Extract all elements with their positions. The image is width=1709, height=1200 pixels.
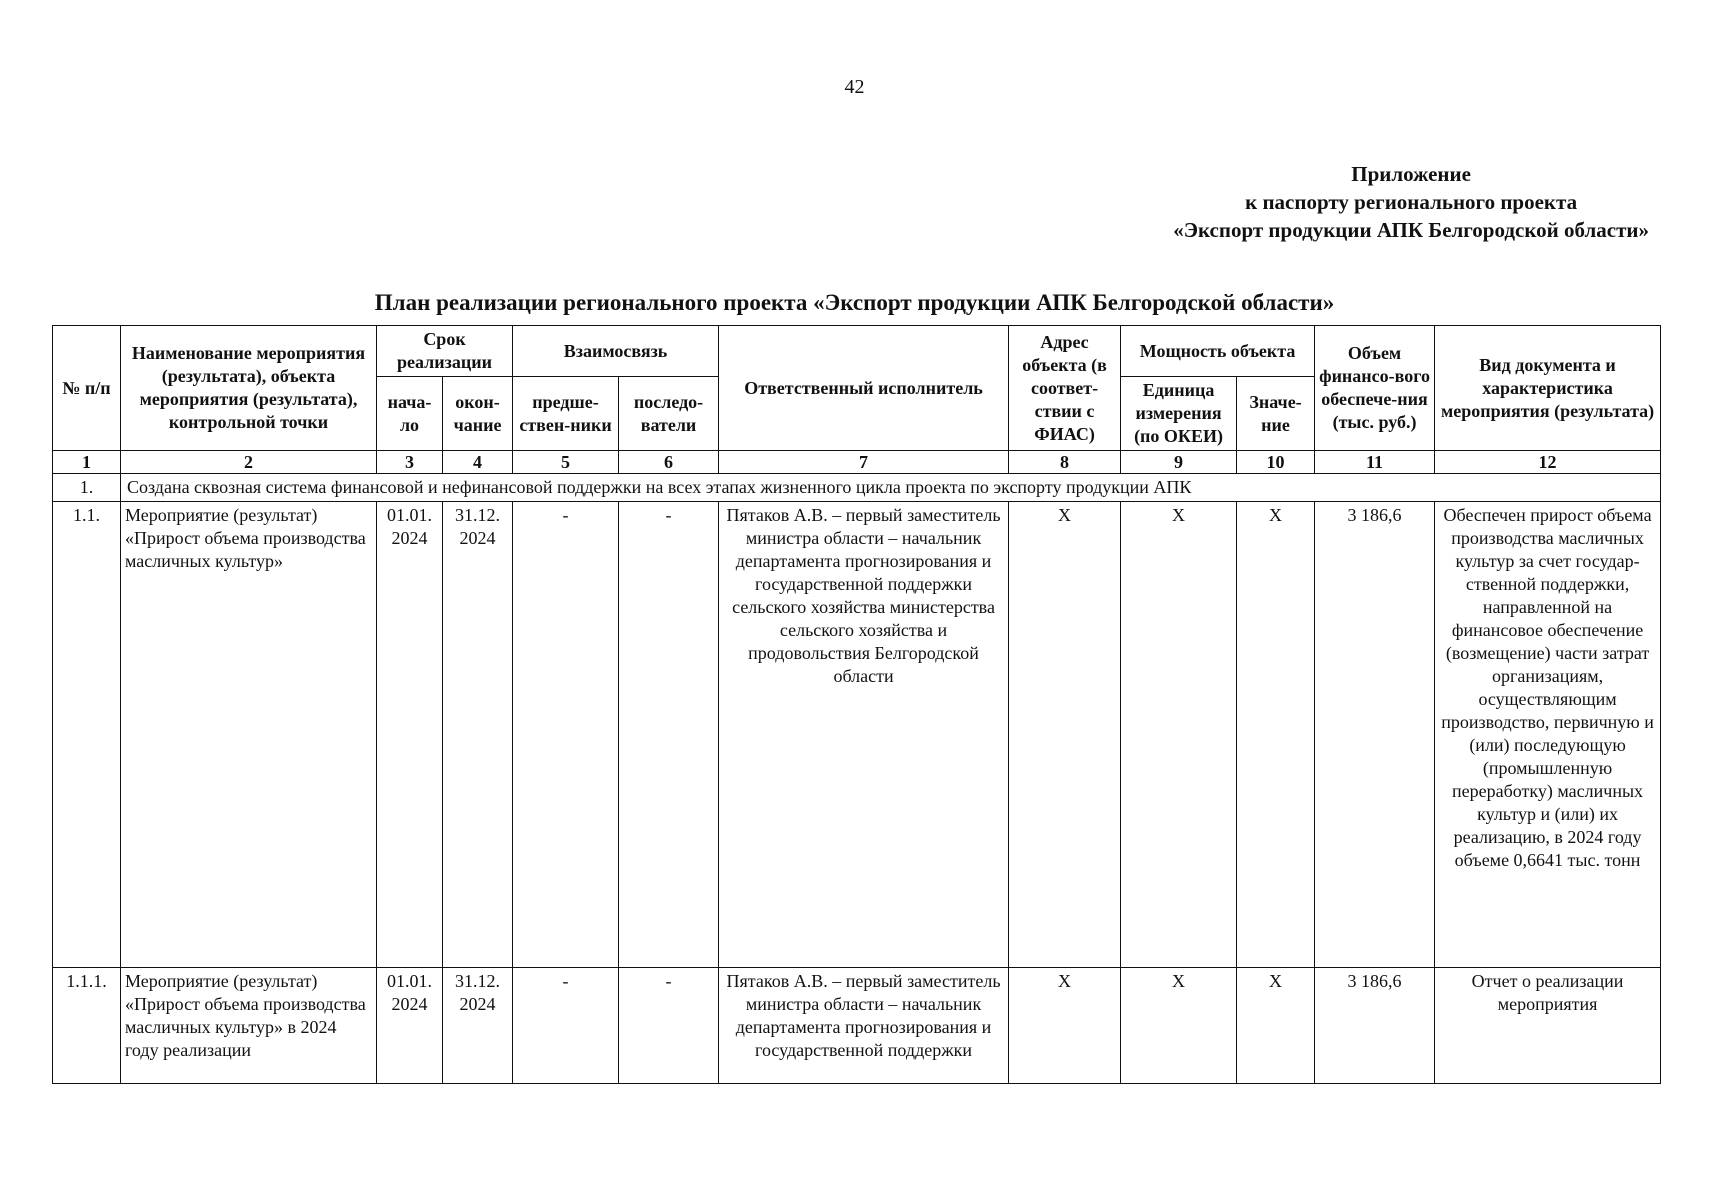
row-predecessors: - — [513, 502, 619, 968]
row-unit: X — [1121, 502, 1237, 968]
row-successors: - — [619, 502, 719, 968]
page-number: 42 — [844, 76, 865, 98]
column-number: 5 — [513, 451, 619, 474]
column-number: 2 — [121, 451, 377, 474]
header-predecessors: предше-ствен-ники — [513, 377, 619, 451]
appendix-line-3: «Экспорт продукции АПК Белгородской области» — [1173, 218, 1649, 242]
row-predecessors: - — [513, 968, 619, 1084]
column-number: 9 — [1121, 451, 1237, 474]
plan-title: План реализации регионального проекта «Экспорт продукции АПК Белгородской области» — [374, 290, 1335, 315]
section-row — [53, 474, 1661, 502]
row-funding: 3 186,6 — [1315, 502, 1435, 968]
header-funding: Объем финансо-вого обеспече-ния (тыс. руб.) — [1315, 326, 1435, 451]
appendix-block — [1173, 160, 1649, 244]
column-number: 6 — [619, 451, 719, 474]
header-doc-type: Вид документа и характеристика мероприятия (результата) — [1435, 326, 1661, 451]
column-number: 4 — [443, 451, 513, 474]
column-number: 12 — [1435, 451, 1661, 474]
column-number: 10 — [1237, 451, 1315, 474]
header-address: Адрес объекта (в соответ-ствии с ФИАС) — [1009, 326, 1121, 451]
column-number: 11 — [1315, 451, 1435, 474]
plan-table — [52, 325, 1661, 1084]
row-end: 31.12. 2024 — [443, 502, 513, 968]
header-term: Срок реализации — [377, 326, 513, 377]
section-text: Создана сквозная система финансовой и нефинансовой поддержки на всех этапах жизненного цикла проекта по экспорту продукции АПК — [121, 474, 1661, 502]
row-executor: Пятаков А.В. – первый заместитель министра области – начальник департамента прогнозирования и государственной поддержки — [719, 968, 1009, 1084]
header-successors: последо-ватели — [619, 377, 719, 451]
header-unit: Единица измерения (по ОКЕИ) — [1121, 377, 1237, 451]
row-unit: X — [1121, 968, 1237, 1084]
row-successors: - — [619, 968, 719, 1084]
header-executor: Ответственный исполнитель — [719, 326, 1009, 451]
row-doc-type: Обеспечен прирост объема производства масличных культур за счет государ-ственной поддержки, направленной на финансовое обеспечение (возмещение) части затрат организациям, осуществляющим производство, первичную и (или) последующую (промышленную переработку) масличных культур и (или) их реализацию, в 2024 году объеме 0,6641 тыс. тонн — [1435, 502, 1661, 968]
header-term-start: нача-ло — [377, 377, 443, 451]
row-start: 01.01. 2024 — [377, 502, 443, 968]
header-relation: Взаимосвязь — [513, 326, 719, 377]
appendix-line-1: Приложение — [1351, 162, 1471, 186]
row-funding: 3 186,6 — [1315, 968, 1435, 1084]
header-num: № п/п — [53, 326, 121, 451]
row-end: 31.12. 2024 — [443, 968, 513, 1084]
row-num: 1.1. — [53, 502, 121, 968]
row-doc-type: Отчет о реализации мероприятия — [1435, 968, 1661, 1084]
column-number: 3 — [377, 451, 443, 474]
row-address: X — [1009, 968, 1121, 1084]
appendix-line-2: к паспорту регионального проекта — [1245, 190, 1578, 214]
row-num: 1.1.1. — [53, 968, 121, 1084]
header-name: Наименование мероприятия (результата), объекта мероприятия (результата), контрольной точки — [121, 326, 377, 451]
header-value: Значе-ние — [1237, 377, 1315, 451]
header-term-end: окон-чание — [443, 377, 513, 451]
row-value: X — [1237, 968, 1315, 1084]
header-capacity: Мощность объекта — [1121, 326, 1315, 377]
row-value: X — [1237, 502, 1315, 968]
row-address: X — [1009, 502, 1121, 968]
row-name: Мероприятие (результат) «Прирост объема производства масличных культур» в 2024 году реализации — [121, 968, 377, 1084]
header-row-1 — [53, 326, 1661, 377]
column-number: 1 — [53, 451, 121, 474]
row-executor: Пятаков А.В. – первый заместитель министра области – начальник департамента прогнозирования и государственной поддержки сельского хозяйства министерства сельского хозяйства и продовольствия Белгородской области — [719, 502, 1009, 968]
table-row — [53, 968, 1661, 1084]
row-start: 01.01. 2024 — [377, 968, 443, 1084]
column-number: 7 — [719, 451, 1009, 474]
section-num: 1. — [53, 474, 121, 502]
row-name: Мероприятие (результат) «Прирост объема производства масличных культур» — [121, 502, 377, 968]
column-number: 8 — [1009, 451, 1121, 474]
table-row — [53, 502, 1661, 968]
column-number-row — [53, 451, 1661, 474]
